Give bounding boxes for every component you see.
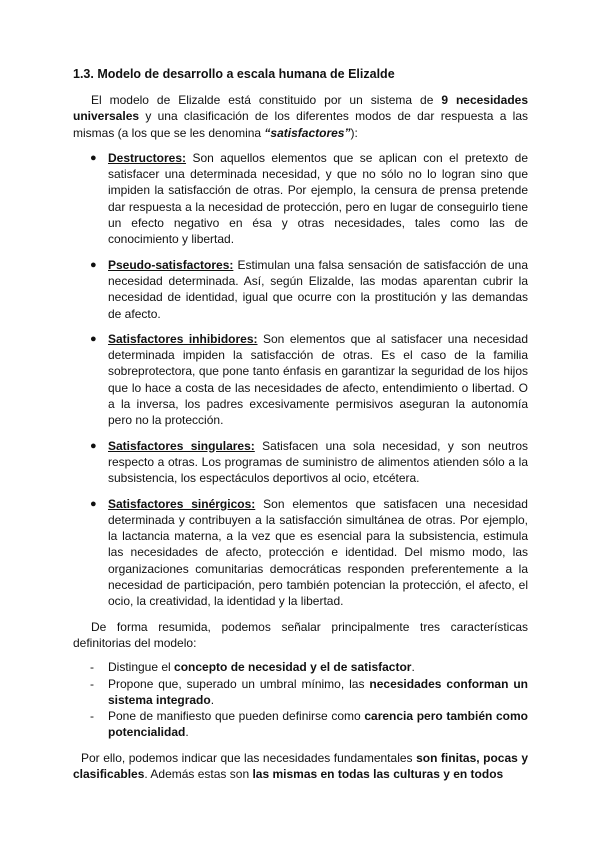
closing-text-2: . Además estas son [144,766,253,781]
characteristics-list [73,659,528,740]
intro-text-2: y una clasificación de los diferentes modos de dar respuesta a las mismas (a los que se les denomina [73,109,528,140]
intro-bold: 9 necesidades universales [73,93,528,124]
dash-icon: - [90,709,94,724]
dash-icon: - [90,676,94,691]
dash-bold: necesidades conforman un sistema integrado [108,676,528,707]
dash-text: Propone que, superado un umbral mínimo, las [108,676,370,691]
list-item [73,496,528,610]
dash-icon: - [90,660,94,675]
list-item-text: Satisfacen una sola necesidad, y son neutros respecto a otras. Los programas de suministro de alimentos atienden sólo a la subsistencia, los espectáculos deportivos al ocio, etcétera. [108,438,528,486]
list-item-term: Satisfactores singulares: [108,438,255,453]
section-heading: 1.3. Modelo de desarrollo a escala humana de Elizalde [73,67,395,81]
closing-paragraph [73,750,528,783]
dash-bold: concepto de necesidad y el de satisfactor [174,660,412,675]
list-item [73,150,528,248]
list-item [73,438,528,487]
list-item [73,331,528,429]
bullet-icon: ● [90,497,97,510]
summary-paragraph: De forma resumida, podemos señalar principalmente tres características definitorias del modelo: [73,619,528,650]
closing-bold-1: son finitas, pocas y clasificables [73,750,528,781]
satisfactor-list [73,150,528,610]
list-item-text: Son elementos que al satisfacer una necesidad determinada impiden la satisfacción de otras. Es el caso de la familia sobreprotectora, que pone tanto énfasis en garantizar la seguridad de los hijos que lo hace a costa de las necesidades de afecto, entendimiento o libertad. O a la inversa, los padres excesivamente permisivos aseguran la autonomía pero no la protección. [108,331,528,428]
closing-bold-2: las mismas en todas las culturas y en todos [252,766,504,781]
intro-paragraph [73,92,528,141]
list-item-term: Pseudo-satisfactores: [108,257,234,272]
dash-item [73,659,528,675]
dash-text-end: . [185,725,189,740]
bullet-icon: ● [90,151,97,164]
closing-text-1: Por ello, podemos indicar que las necesidades fundamentales [81,750,417,765]
dash-text: Pone de manifiesto que pueden definirse como [108,709,365,724]
bullet-icon: ● [90,439,97,452]
list-item-term: Satisfactores sinérgicos: [108,496,256,511]
dash-text-end: . [210,692,215,707]
dash-text: Distingue el [108,660,175,675]
dash-bold: carencia pero también como potencialidad [108,709,528,740]
dash-item [73,708,528,741]
list-item-text: Estimulan una falsa sensación de satisfacción de una necesidad determinada. Así, según Elizalde, las modas aparentan cubrir la necesidad de identidad, igual que ocurre con la prostitución y las demandas de afecto. [108,257,528,321]
intro-text-1: El modelo de Elizalde está constituido por un sistema de [91,93,442,107]
list-item-text: Son elementos que satisfacen una necesidad determinada y contribuyen a la satisfacción simultánea de otras. Por ejemplo, la lactancia materna, a la vez que es esencial para la subsistencia, estimula las necesidades de afecto, protección e identidad. Del mismo modo, las organizaciones comunitarias democráticas responden preferentemente a la necesidad de participación, pero también potencian la protección, el afecto, el ocio, la creatividad, la identidad y la libertad. [108,496,528,609]
bullet-icon: ● [90,332,97,345]
list-item-term: Satisfactores inhibidores: [108,331,258,346]
list-item [73,257,528,322]
bullet-icon: ● [90,258,97,271]
intro-bold-italic: “satisfactores” [264,125,351,140]
list-item-term: Destructores: [108,150,187,165]
dash-text-end: . [411,660,415,675]
list-item-text: Son aquellos elementos que se aplican con el pretexto de satisfacer una determinada necesidad, y que no sólo no lo logran sino que impiden la satisfacción de otras. Por ejemplo, la censura de prensa pretende dar respuesta a la necesidad de protección, pero en lugar de conseguirlo tiene un efecto negativo en ésa y otras necesidades, tales como las de conocimiento y libertad. [108,150,528,247]
intro-text-3: ): [350,125,358,140]
document-page [73,66,528,782]
dash-item [73,676,528,709]
